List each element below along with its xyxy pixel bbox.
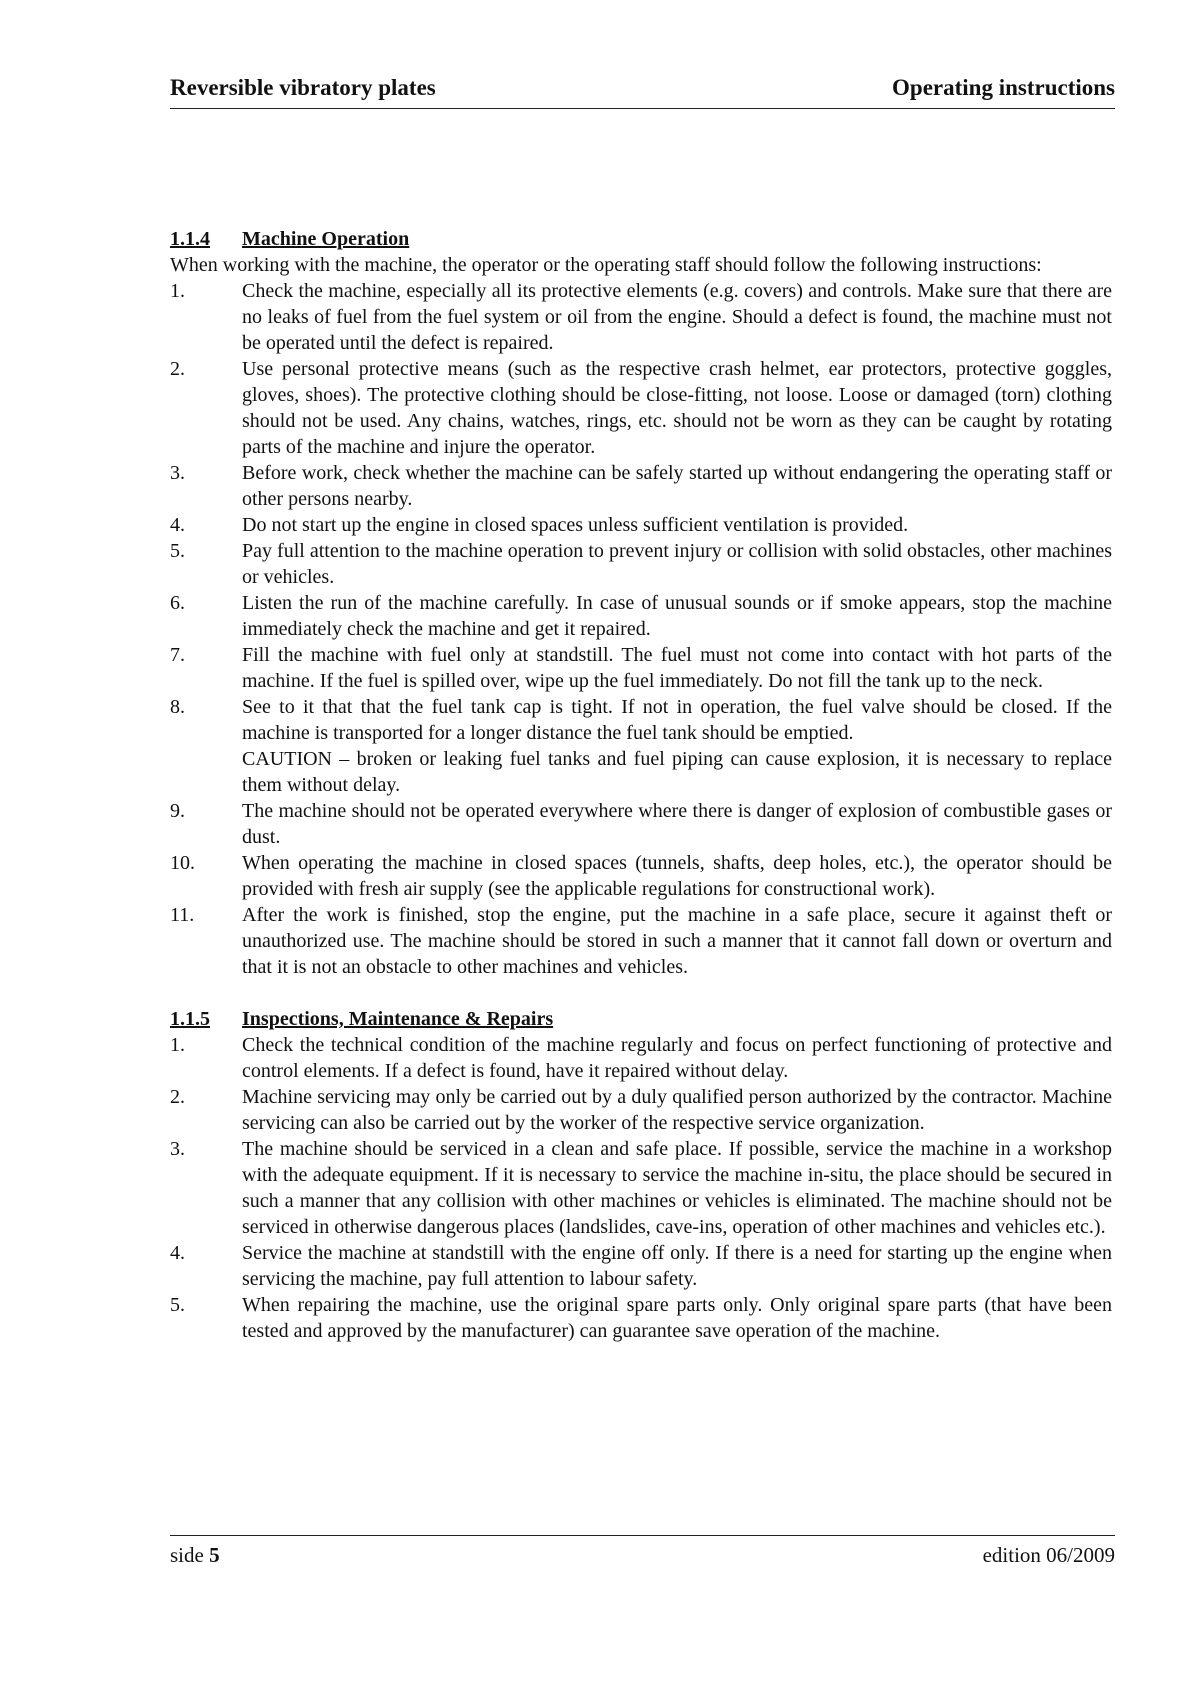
section-title-machine-operation [170,226,1112,252]
list-item: 1. Check the machine, especially all its protective elements (e.g. covers) and controls. Make sure that there are no leaks of fuel from the fuel system or oil from the engine. Should a defect is found, the machine must not be operated until the defect is repaired. [170,280,1112,354]
list-item: 8. See to it that that the fuel tank cap is tight. If not in operation, the fuel valve should be closed. If the machine is transported for a longer distance the fuel tank should be emptied. CAUTION – broken or leaking fuel tanks and fuel piping can cause explosion, it is necessary to replace them without delay. [170,696,1112,796]
list-item: 10. When operating the machine in closed spaces (tunnels, shafts, deep holes, etc.), the operator should be provided with fresh air supply (see the applicable regulations for constructional work). [170,852,1112,900]
list-item: 2. Machine servicing may only be carried out by a duly qualified person authorized by the contractor. Machine servicing can also be carried out by the worker of the respective service organization. [170,1086,1112,1134]
list-item: 6. Listen the run of the machine carefully. In case of unusual sounds or if smoke appears, stop the machine immediately check the machine and get it repaired. [170,592,1112,640]
edition-label: edition 06/2009 [982,1543,1115,1567]
section-title-inspections [170,1006,1112,1032]
list-item: 5. When repairing the machine, use the original spare parts only. Only original spare parts (that have been tested and approved by the manufacturer) can guarantee save operation of the machine. [170,1294,1112,1342]
list-item: 9. The machine should not be operated everywhere where there is danger of explosion of combustible gases or dust. [170,800,1112,848]
section-intro: When working with the machine, the operator or the operating staff should follow the following instructions: [170,254,1042,276]
page-number: side 5 [170,1543,220,1567]
page-content [170,226,1112,1344]
list-item: 3. The machine should be serviced in a clean and safe place. If possible, service the machine in a workshop with the adequate equipment. If it is necessary to service the machine in-situ, the place should be secured in such a manner that any collision with other machines or vehicles is eliminated. The machine should not be serviced in otherwise dangerous places (landslides, cave-ins, operation of other machines and vehicles etc.). [170,1138,1112,1238]
machine-operation-list [170,278,1112,980]
list-item: 2. Use personal protective means (such as the respective crash helmet, ear protectors, protective goggles, gloves, shoes). The protective clothing should be close-fitting, not loose. Loose or damaged (torn) clothing should not be used. Any chains, watches, rings, etc. should not be worn as they can be caught by rotating parts of the machine and injure the operator. [170,358,1112,458]
caution-note: CAUTION – broken or leaking fuel tanks and fuel piping can cause explosion, it is necessary to replace them without delay. [242,748,1112,796]
section-number: 1.1.4 [170,228,210,250]
list-item: 4. Do not start up the engine in closed spaces unless sufficient ventilation is provided. [170,514,909,536]
list-item: 4. Service the machine at standstill with the engine off only. If there is a need for starting up the engine when servicing the machine, pay full attention to labour safety. [170,1242,1112,1290]
header-document-title: Reversible vibratory plates [170,75,436,100]
list-item: 3. Before work, check whether the machine can be safely started up without endangering the operating staff or other persons nearby. [170,462,1112,510]
list-item: 7. Fill the machine with fuel only at standstill. The fuel must not come into contact with hot parts of the machine. If the fuel is spilled over, wipe up the fuel immediately. Do not fill the tank up to the neck. [170,644,1112,692]
list-item: 11. After the work is finished, stop the engine, put the machine in a safe place, secure it against theft or unauthorized use. The machine should be stored in such a manner that it cannot fall down or overturn and that it is not an obstacle to other machines and vehicles. [170,904,1112,978]
list-item-text: See to it that that the fuel tank cap is tight. If not in operation, the fuel valve should be closed. If the machine is transported for a longer distance the fuel tank should be emptied. [242,696,1112,744]
inspections-list [170,1032,1112,1344]
section-heading: Machine Operation [242,228,410,250]
section-spacer [170,980,1112,1006]
list-item: 5. Pay full attention to the machine operation to prevent injury or collision with solid obstacles, other machines or vehicles. [170,540,1112,588]
page-footer [170,1535,1115,1568]
page-header [170,74,1115,109]
list-item: 1. Check the technical condition of the machine regularly and focus on perfect functioning of protective and control elements. If a defect is found, have it repaired without delay. [170,1034,1112,1082]
header-document-type: Operating instructions [892,75,1115,100]
section-number: 1.1.5 [170,1008,210,1030]
section-heading: Inspections, Maintenance & Repairs [242,1008,554,1030]
